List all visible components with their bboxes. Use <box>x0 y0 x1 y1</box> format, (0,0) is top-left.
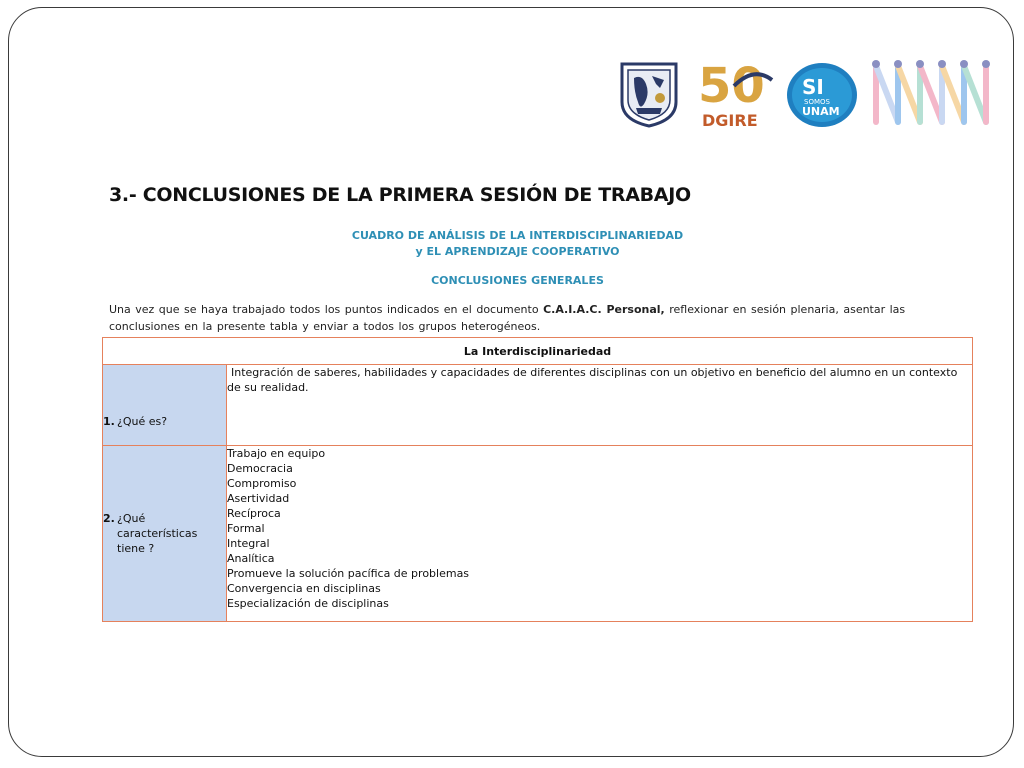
list-item: Trabajo en equipo <box>227 447 326 460</box>
dgire-text: DGIRE <box>702 111 758 130</box>
row-content: Integración de saberes, habilidades y capacidades de diferentes disciplinas con un objetivo en beneficio del alumno en un contexto de su realidad. <box>227 366 958 394</box>
row-number: 1. <box>103 414 115 428</box>
subtitle-line-2: y EL APRENDIZAJE COOPERATIVO <box>415 245 620 258</box>
list-item: Integral <box>227 537 270 550</box>
slide-title: 3.- CONCLUSIONES DE LA PRIMERA SESIÓN DE TRABAJO <box>109 184 691 206</box>
list-item: Formal <box>227 522 265 535</box>
list-item: Convergencia en disciplinas <box>227 582 381 595</box>
logo-bar <box>612 56 1002 132</box>
list-item: Analítica <box>227 552 275 565</box>
si-somos-unam-logo <box>784 60 860 130</box>
row-label: ¿Qué características tiene ? <box>117 512 198 555</box>
unam-text: UNAM <box>802 105 840 118</box>
subtitle-line-1: CUADRO DE ANÁLISIS DE LA INTERDISCIPLINARIEDAD <box>351 229 684 242</box>
intro-paragraph <box>109 301 939 335</box>
list-item: Compromiso <box>227 477 297 490</box>
si-text: SI <box>802 75 824 99</box>
subtitle-line-3: CONCLUSIONES GENERALES <box>431 274 604 287</box>
somos-text: SOMOS <box>804 98 830 106</box>
row-label-cell <box>103 365 227 446</box>
list-item: Especialización de disciplinas <box>227 597 389 610</box>
list-item: Democracia <box>227 462 293 475</box>
table-header: La Interdisciplinariedad <box>103 338 973 365</box>
decorative-lines-logo <box>868 58 1000 128</box>
row-label: ¿Qué es? <box>117 414 168 428</box>
list-item: Promueve la solución pacífica de problemas <box>227 567 470 580</box>
dgire-50-logo <box>694 56 778 130</box>
row-content-cell <box>227 365 973 446</box>
row-number: 2. <box>103 512 115 525</box>
table-row <box>103 446 973 622</box>
list-item: Asertividad <box>227 492 290 505</box>
row-label-cell <box>103 446 227 622</box>
dgire-number: 50 <box>698 58 765 114</box>
analysis-table <box>102 337 973 622</box>
intro-text-before: Una vez que se haya trabajado todos los puntos indicados en el documento <box>109 303 544 316</box>
row-content-cell <box>227 446 973 622</box>
unam-crest-logo <box>616 58 682 128</box>
list-item: Recíproca <box>227 507 281 520</box>
intro-document-name: C.A.I.A.C. Personal, <box>543 303 665 316</box>
table-row <box>103 365 973 446</box>
intro-text-after: reflexionar en sesión plenaria, asentar las conclusiones en la presente tabla y enviar a todos los grupos heterogéneos. <box>109 303 906 333</box>
